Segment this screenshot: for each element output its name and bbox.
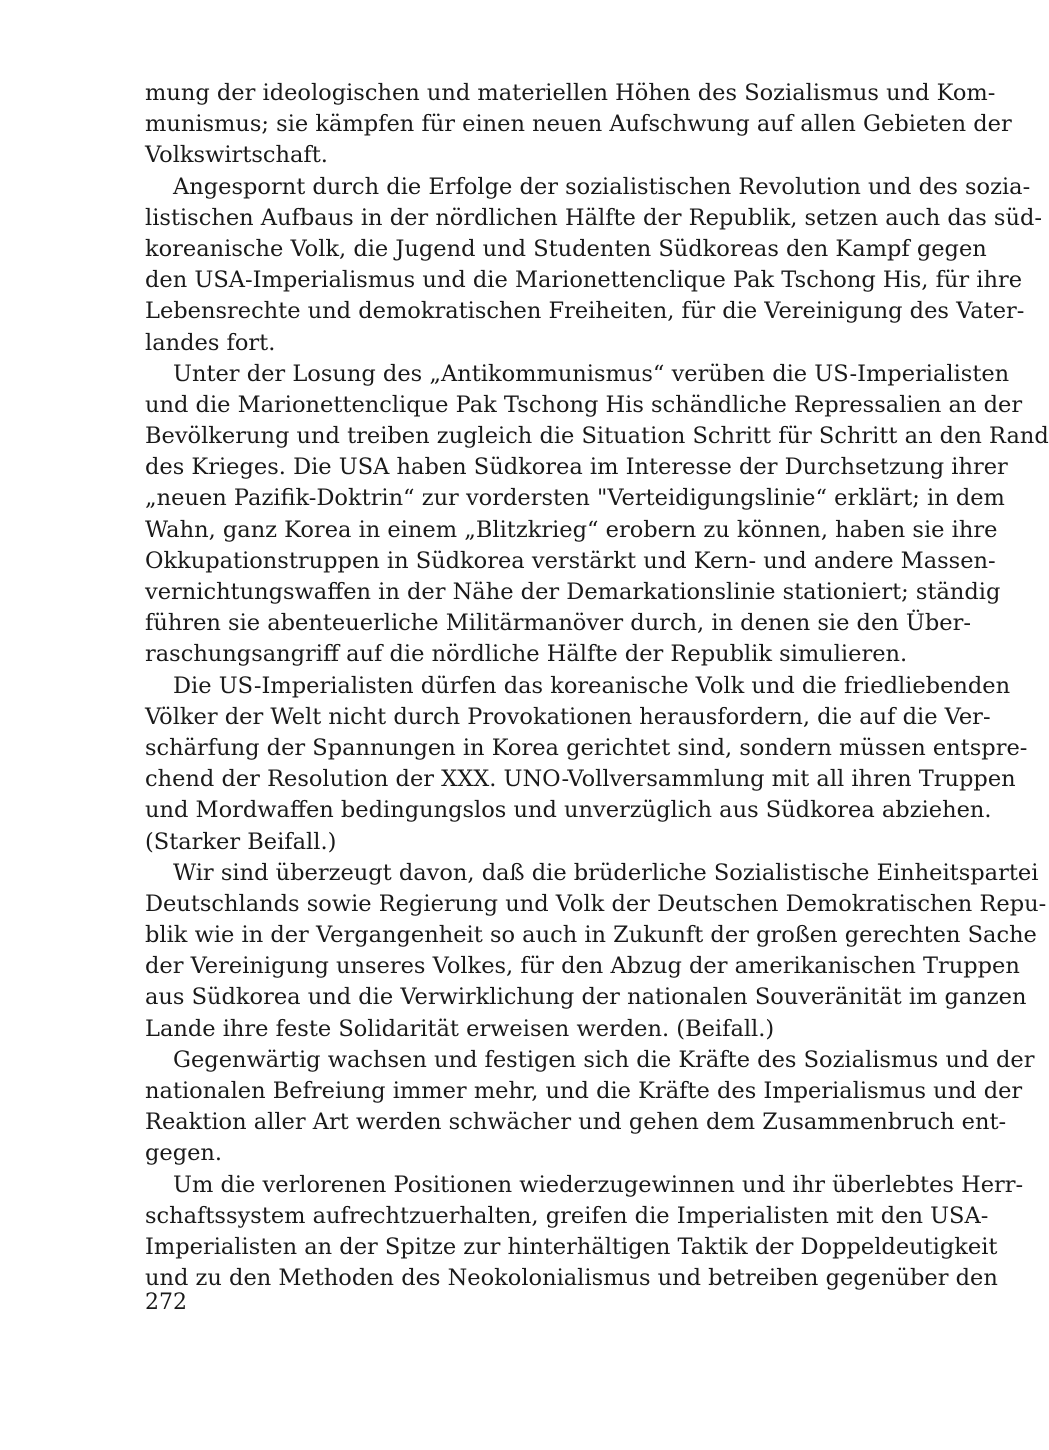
text-line: den USA-Imperialismus und die Marionettenclique Pak Tschong His, für ihre [145,267,1023,294]
text-line: gegen. [145,1140,223,1167]
paragraph-5 [145,858,1047,1045]
text-line: Bevölkerung und treiben zugleich die Situation Schritt für Schritt an den Rand [145,423,1049,450]
text-line: Unter der Losung des „Antikommunismus“ verüben die US-Imperialisten [173,360,1010,387]
text-line: blik wie in der Vergangenheit so auch in Zukunft der großen gerechten Sache [145,922,1037,949]
text-line: Angespornt durch die Erfolge der sozialistischen Revolution und des sozia- [173,173,1031,200]
text-line: des Krieges. Die USA haben Südkorea im Interesse der Durchsetzung ihrer [145,454,1008,481]
text-line: und die Marionettenclique Pak Tschong His schändliche Repressalien an der [145,391,1023,418]
text-line: Volkswirtschaft. [145,142,328,169]
text-line: listischen Aufbaus in der nördlichen Hälfte der Republik, setzen auch das süd- [145,204,1042,231]
text-line: führen sie abenteuerliche Militärmanöver durch, in denen sie den Über- [145,610,971,637]
text-line: Deutschlands sowie Regierung und Volk der Deutschen Demokratischen Repu- [145,890,1047,917]
text-line: mung der ideologischen und materiellen Höhen des Sozialismus und Kom- [145,80,996,106]
text-line: nationalen Befreiung immer mehr, und die Kräfte des Imperialismus und der [145,1078,1023,1104]
text-line: und Mordwaffen bedingungslos und unverzüglich aus Südkorea abziehen. [145,797,992,824]
text-line: Um die verlorenen Positionen wiederzugewinnen und ihr überlebtes Herr- [173,1171,1024,1198]
text-line: und zu den Methoden des Neokolonialismus und betreiben gegenüber den [145,1265,998,1292]
paragraph-6 [145,1045,1035,1170]
text-line: schärfung der Spannungen in Korea gerichtet sind, sondern müssen entspre- [145,734,1028,761]
paragraph-7 [145,1170,1024,1295]
paragraph-3 [145,359,1049,671]
text-line: Imperialisten an der Spitze zur hinterhältigen Taktik der Doppeldeutigkeit [145,1233,998,1260]
text-line: chend der Resolution der XXX. UNO-Vollversammlung mit all ihren Truppen [145,766,1016,793]
text-line: Okkupationstruppen in Südkorea verstärkt und Kern- und andere Massen- [145,547,996,574]
text-line: der Vereinigung unseres Volkes, für den Abzug der amerikanischen Truppen [145,953,1020,980]
text-line: Lande ihre feste Solidarität erweisen werden. (Beifall.) [145,1015,775,1042]
text-line: „neuen Pazifik-Doktrin“ zur vordersten "Verteidigungslinie“ erklärt; in dem [145,485,1005,512]
text-line: Lebensrechte und demokratischen Freiheiten, für die Vereinigung des Vater- [145,298,1025,325]
text-line: vernichtungswaffen in der Nähe der Demarkationslinie stationiert; ständig [145,579,1001,605]
text-line: schaftssystem aufrechtzuerhalten, greifen die Imperialisten mit den USA- [145,1202,989,1229]
paragraph-1 [145,78,1012,172]
text-line: Die US-Imperialisten dürfen das koreanische Volk und die friedliebenden [173,672,1011,699]
paragraph-2 [145,172,1042,359]
paragraph-4 [145,671,1028,858]
text-line: Reaktion aller Art werden schwächer und gehen dem Zusammenbruch ent- [145,1109,1007,1136]
text-line: munismus; sie kämpfen für einen neuen Aufschwung auf allen Gebieten der [145,111,1012,138]
text-line: koreanische Volk, die Jugend und Studenten Südkoreas den Kampf gegen [145,235,987,262]
text-line: raschungsangriff auf die nördliche Hälfte der Republik simulieren. [145,641,908,668]
text-line: aus Südkorea und die Verwirklichung der nationalen Souveränität im ganzen [145,984,1027,1011]
text-line: Völker der Welt nicht durch Provokationen herausfordern, die auf die Ver- [145,703,991,730]
page-body [145,78,1049,1294]
page-number: 272 [145,1290,187,1315]
text-line: (Starker Beifall.) [145,828,337,855]
text-line: Gegenwärtig wachsen und festigen sich die Kräfte des Sozialismus und der [173,1046,1035,1073]
text-line: landes fort. [145,329,276,356]
text-line: Wahn, ganz Korea in einem „Blitzkrieg“ erobern zu können, haben sie ihre [145,516,998,543]
text-line: Wir sind überzeugt davon, daß die brüderliche Sozialistische Einheitspartei [173,859,1039,886]
